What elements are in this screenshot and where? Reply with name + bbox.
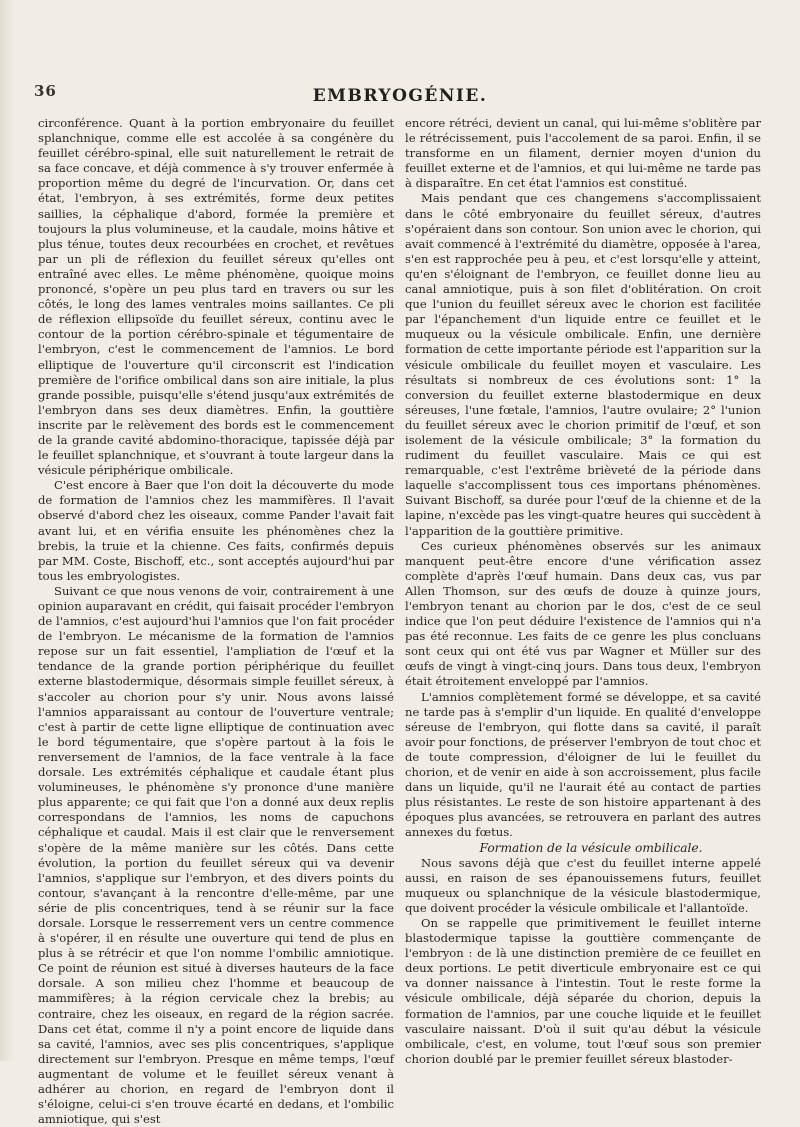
paragraph: On se rappelle que primitivement le feuillet interne blastodermique tapisse la gouttière commençante de l'embryon : de là une distinction première de ce feuillet en deux portions. Le petit diverticule embryonaire est ce qui va donner naissance à l'intestin. Tout le reste forme la vésicule ombilicale, déjà séparée du chorion, depuis la formation de l'amnios, par une couche liquide et le feuillet vasculaire naissant. D'où il suit qu'au début la vésicule ombilicale, c'est, en volume, tout l'œuf sous son premier chorion doublé par le premier feuillet séreux blastoder- [405,915,761,1066]
left-column [38,116,394,1127]
paragraph: Nous savons déjà que c'est du feuillet interne appelé aussi, en raison de ses épanouissemens futurs, feuillet muqueux ou splanchnique de la vésicule blastodermique, que doivent procéder la vésicule ombilicale et l'allantoïde. [405,855,761,915]
paragraph: Suivant ce que nous venons de voir, contrairement à une opinion auparavant en crédit, qui faisait procéder l'embryon de l'amnios, c'est aujourd'hui l'amnios que l'on fait procéder de l'embryon. Le mécanisme de la formation de l'amnios repose sur un fait essentiel, l'ampliation de l'œuf et la tendance de la grande portion périphérique du feuillet externe blastodermique, désormais simple feuillet séreux, à s'accoler au chorion pour s'y unir. Nous avons laissé l'amnios apparaissant au contour de l'ouverture ventrale; c'est à partir de cette ligne elliptique de continuation avec le bord tégumentaire, que s'opère partout à la fois le renversement de l'amnios, de la face ventrale à la face dorsale. Les extrémités céphalique et caudale étant plus volumineuses, le phénomène s'y prononce d'une manière plus apparente; ce qui fait que l'on a donné aux deux replis correspondans de l'amnios, les noms de capuchons céphalique et caudal. Mais il est clair que le renversement s'opère de la même manière sur les côtés. Dans cette évolution, la portion du feuillet séreux qui va devenir l'amnios, s'applique sur l'embryon, et des divers points du contour, s'avançant à la rencontre d'elle-même, par une série de plis concentriques, tend à se réunir sur la face dorsale. Lorsque le resserrement vers un centre commence à s'opérer, il en résulte une ouverture qui tend de plus en plus à se rétrécir et que l'on nomme l'ombilic amniotique. Ce point de réunion est situé à diverses hauteurs de la face dorsale. A son milieu chez l'homme et beaucoup de mammifères; à la région cervicale chez la brebis; au contraire, chez les oiseaux, en regard de la région sacrée. Dans cet état, comme il n'y a point encore de liquide dans sa cavité, l'amnios, avec ses plis concentriques, s'applique directement sur l'embryon. Presque en même temps, l'œuf augmentant de volume et le feuillet séreux venant à adhérer au chorion, en regard de l'embryon dont il s'éloigne, celui-ci s'en trouve écarté en dedans, et l'ombilic amniotique, qui s'est [38,583,394,1127]
running-title: EMBRYOGÉNIE. [312,86,488,106]
paragraph: C'est encore à Baer que l'on doit la découverte du mode de formation de l'amnios chez les mammifères. Il l'avait observé d'abord chez les oiseaux, comme Pander l'avait fait avant lui, et en vérifia ensuite les phénomènes chez la brebis, la truie et la chienne. Ces faits, confirmés depuis par MM. Coste, Bischoff, etc., sont acceptés aujourd'hui par tous les embryologistes. [38,478,394,583]
paragraph: circonférence. Quant à la portion embryonaire du feuillet splanchnique, comme elle est accolée à sa congénère du feuillet cérébro-spinal, elle suit naturellement le retrait de sa face concave, et déjà commence à s'y trouver enfermée à proportion même du degré de l'incurvation. Or, dans cet état, l'embryon, à ses extrémités, forme deux petites saillies, la céphalique d'abord, formée la première et toujours la plus volumineuse, et la caudale, moins hâtive et plus ténue, toutes deux recourbées en crochet, et revêtues par un pli de réflexion du feuillet séreux qu'elles ont entraîné avec elles. Le même phénomène, quoique moins prononcé, s'opère un peu plus tard en travers ou sur les côtés, le long des lames ventrales moins saillantes. Ce pli de réflexion ellipsoïde du feuillet séreux, continu avec le contour de la portion cérébro-spinale et tégumentaire de l'embryon, c'est le commencement de l'amnios. Le bord elliptique de l'ouverture qu'il circonscrit est l'indication première de l'orifice ombilical dans son aire initiale, la plus grande possible, puisqu'elle s'étend jusqu'aux extrémités de l'embryon dans ses deux diamètres. Enfin, la gouttière inscrite par le relèvement des bords est le commencement de la grande cavité abdomino-thoracique, tapissée déjà par le feuillet splanchnique, et s'ouvrant à toute largeur dans la vésicule périphérique ombilicale. [38,116,394,478]
paragraph: Mais pendant que ces changemens s'accomplissaient dans le côté embryonaire du feuillet séreux, d'autres s'opéraient dans son contour. Son union avec le chorion, qui avait commencé à l'extrémité du diamètre, opposée à l'area, s'en est rapprochée peu à peu, et c'est lorsqu'elle y atteint, qu'en s'éloignant de l'embryon, ce feuillet donne lieu au canal amniotique, puis à son filet d'oblitération. On croit que l'union du feuillet séreux avec le chorion est facilitée par l'épanchement d'un liquide entre ce feuillet et le muqueux ou la vésicule ombilicale. Enfin, une dernière formation de cette importante période est l'apparition sur la vésicule ombilicale du feuillet moyen et vasculaire. Les résultats si nombreux de ces évolutions sont: 1° la conversion du feuillet externe blastodermique en deux séreuses, l'une fœtale, l'amnios, l'autre ovulaire; 2° l'union du feuillet séreux avec le chorion primitif de l'œuf, et son isolement de la vésicule ombilicale; 3° la formation du rudiment du feuillet vasculaire. Mais ce qui est remarquable, c'est l'extrême brièveté de la période dans laquelle s'accomplissent tous ces importans phénomènes. Suivant Bischoff, sa durée pour l'œuf de la chienne et de la lapine, n'excède pas les vingt-quatre heures qui succèdent à l'apparition de la gouttière primitive. [405,191,761,538]
page-edge-shadow [0,0,14,1061]
paragraph: L'amnios complètement formé se développe, et sa cavité ne tarde pas à s'emplir d'un liquide. En qualité d'enveloppe séreuse de l'embryon, qui flotte dans sa cavité, il paraît avoir pour fonctions, de préserver l'embryon de tout choc et de toute compression, d'éloigner de lui le feuillet du chorion, et de venir en aide à son accroissement, plus facile dans un liquide, qu'il ne l'aurait été au contact de parties plus résistantes. Le reste de son histoire appartenant à des époques plus avancées, se retrouvera en parlant des autres annexes du fœtus. [405,689,761,840]
paragraph: encore rétréci, devient un canal, qui lui-même s'oblitère par le rétrécissement, puis l'accolement de sa paroi. Enfin, il se transforme en un filament, dernier moyen d'union du feuillet externe et de l'amnios, et qui lui-même ne tarde pas à disparaître. En cet état l'amnios est constitué. [405,116,761,191]
right-column [405,116,761,1067]
page-number: 36 [34,82,57,100]
section-title: Formation de la vésicule ombilicale. [479,840,703,855]
paragraph: Ces curieux phénomènes observés sur les animaux manquent peut-être encore d'une vérification assez complète d'après l'œuf humain. Dans deux cas, vus par Allen Thomson, sur des œufs de douze à quinze jours, l'embryon tenant au chorion par le dos, c'est de ce seul indice que l'on peut déduire l'existence de l'amnios qui n'a pas été reconnue. Les faits de ce genre les plus concluans sont ceux qui ont été vus par Wagner et Müller sur des œufs de vingt à vingt-cinq jours. Dans tous deux, l'embryon était étroitement enveloppé par l'amnios. [405,538,761,689]
